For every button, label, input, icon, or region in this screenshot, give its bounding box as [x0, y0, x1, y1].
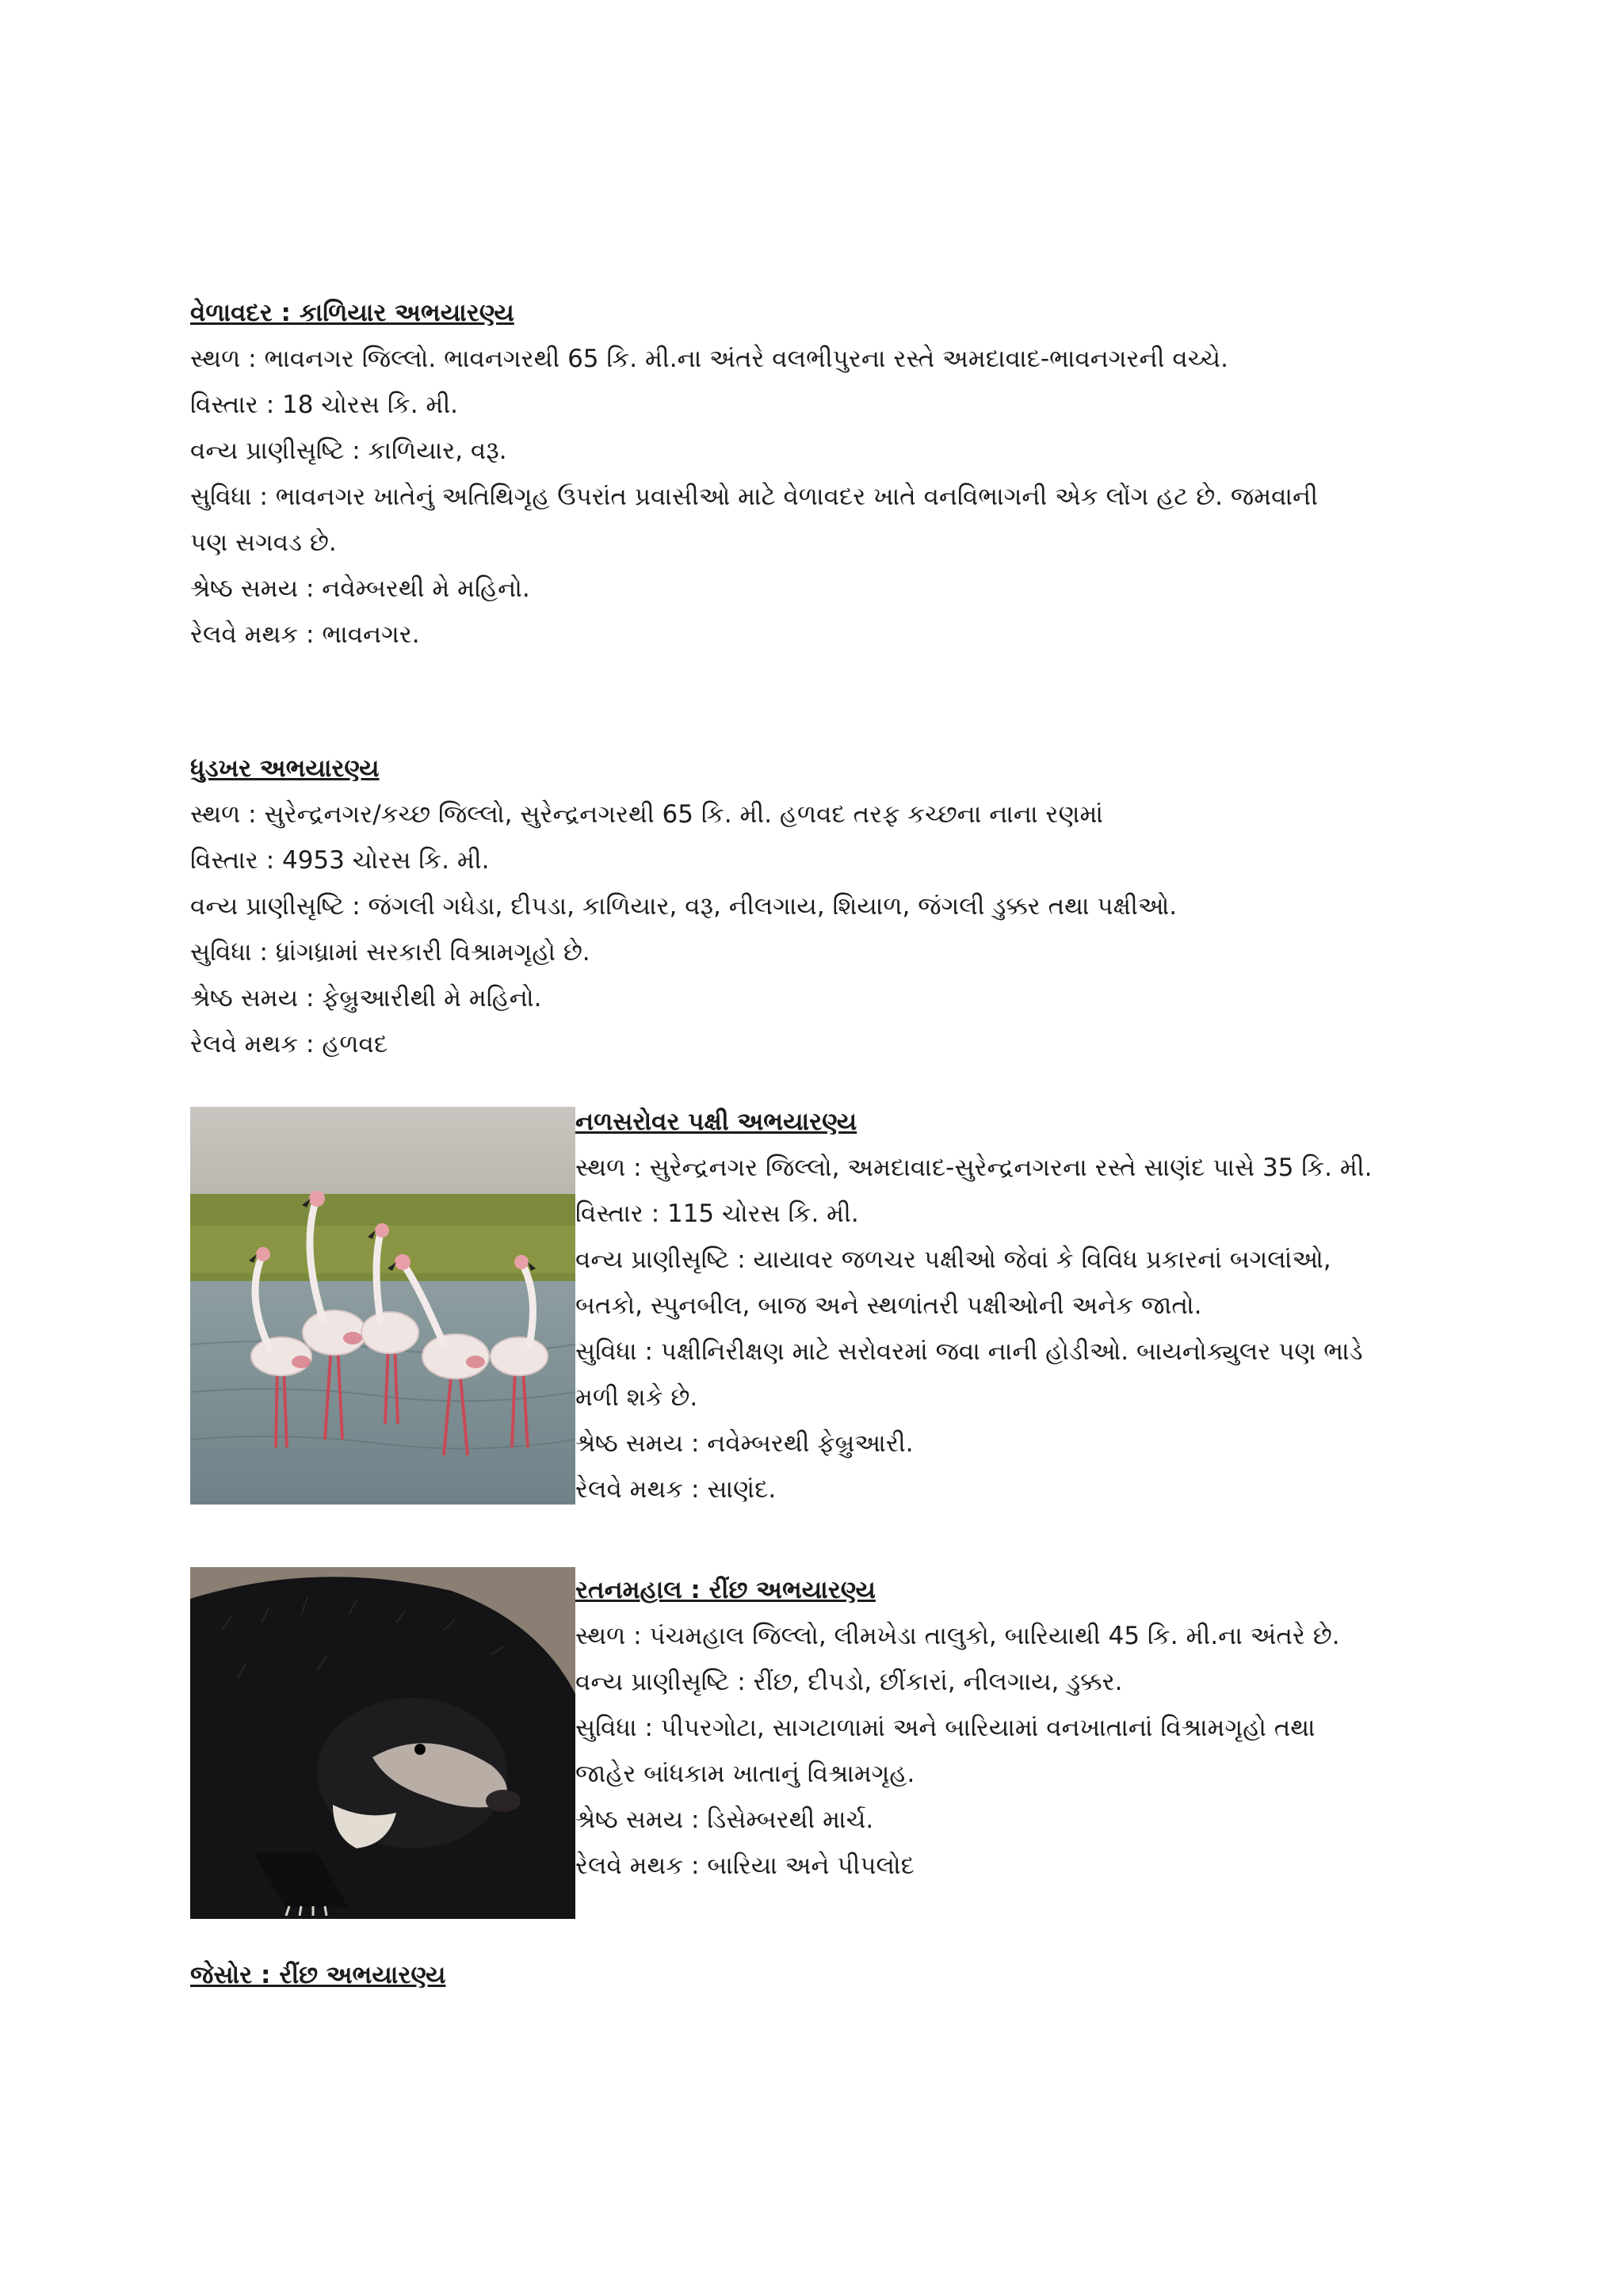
best-time-line: શ્રેષ્ઠ સમય : ફેબ્રુઆરીથી મે મહિનો.	[190, 984, 542, 1013]
section-ratanmahal	[575, 1567, 1463, 1889]
wildlife-line: વન્ય પ્રાણીસૃષ્ટિ : રીંછ, દીપડો, છીંકારાં, નીલગાય, ડુક્કર.	[575, 1668, 1123, 1696]
section-jesor	[190, 1952, 1458, 1998]
facility-line-cont: મળી શકે છે.	[575, 1383, 698, 1412]
section-velavadar	[190, 290, 1458, 658]
wildlife-line: વન્ય પ્રાણીસૃષ્ટિ : જંગલી ગધેડા, દીપડા, કાળિયાર, વરૂ, નીલગાય, શિયાળ, જંગલી ડુક્કર તથા પક્ષીઓ.	[190, 892, 1178, 921]
railway-line: રેલવે મથક : સાણંદ.	[575, 1475, 777, 1504]
location-line: સ્થળ : સુરેન્દ્રનગર/કચ્છ જિલ્લો, સુરેન્દ્રનગરથી 65 કિ. મી. હળવદ તરફ કચ્છના નાના રણમાં	[190, 800, 1103, 829]
best-time-line: શ્રેષ્ઠ સમય : નવેમ્બરથી મે મહિનો.	[190, 574, 530, 603]
facility-line-cont: જાહેર બાંધકામ ખાતાનું વિશ્રામગૃહ.	[575, 1760, 915, 1788]
facility-line-cont: પણ સગવડ છે.	[190, 528, 337, 557]
section-dhudkhar	[190, 746, 1458, 1067]
wildlife-line: વન્ય પ્રાણીસૃષ્ટિ : યાયાવર જળચર પક્ષીઓ જેવાં કે વિવિધ પ્રકારનાં બગલાંઓ,	[575, 1245, 1331, 1274]
railway-line: રેલવે મથક : ભાવનગર.	[190, 620, 420, 649]
facility-line: સુવિધા : પક્ષીનિરીક્ષણ માટે સરોવરમાં જવા નાની હોડીઓ. બાયનોક્યુલર પણ ભાડે	[575, 1337, 1363, 1366]
best-time-line: શ્રેષ્ઠ સમય : ડિસેમ્બરથી માર્ચ.	[575, 1806, 874, 1834]
facility-line: સુવિધા : ધ્રાંગધ્રામાં સરકારી વિશ્રામગૃહો છે.	[190, 938, 590, 967]
section-nalsarovar	[575, 1099, 1463, 1512]
wildlife-line-cont: બતકો, સ્પુનબીલ, બાજ અને સ્થળાંતરી પક્ષીઓની અનેક જાતો.	[575, 1291, 1202, 1320]
location-line: સ્થળ : ભાવનગર જિલ્લો. ભાવનગરથી 65 કિ. મી.ના અંતરે વલભીપુરના રસ્તે અમદાવાદ-ભાવનગરની વચ્ચે.	[190, 345, 1228, 373]
section-title: નળસરોવર પક્ષી અભયારણ્ય	[575, 1108, 857, 1136]
area-line: વિસ્તાર : 115 ચોરસ કિ. મી.	[575, 1199, 859, 1228]
bear-image	[190, 1567, 575, 1919]
location-line: સ્થળ : પંચમહાલ જિલ્લો, લીમખેડા તાલુકો, બારિયાથી 45 કિ. મી.ના અંતરે છે.	[575, 1622, 1340, 1650]
railway-line: રેલવે મથક : હળવદ	[190, 1030, 388, 1058]
facility-line: સુવિધા : પીપરગોટા, સાગટાળામાં અને બારિયામાં વનખાતાનાં વિશ્રામગૃહો તથા	[575, 1714, 1316, 1742]
section-title: ધુડખર અભયારણ્ય	[190, 754, 380, 783]
wildlife-line: વન્ય પ્રાણીસૃષ્ટિ : કાળિયાર, વરૂ.	[190, 437, 507, 465]
section-title: વેળાવદર : કાળિયાર અભયારણ્ય	[190, 299, 514, 327]
area-line: વિસ્તાર : 18 ચોરસ કિ. મી.	[190, 391, 459, 419]
section-title: રતનમહાલ : રીંછ અભયારણ્ય	[575, 1576, 876, 1604]
section-title: જેસોર : રીંછ અભયારણ્ય	[190, 1961, 446, 1989]
area-line: વિસ્તાર : 4953 ચોરસ કિ. મી.	[190, 846, 490, 875]
facility-line: સુવિધા : ભાવનગર ખાતેનું અતિથિગૃહ ઉપરાંત પ્રવાસીઓ માટે વેળાવદર ખાતે વનવિભાગની એક લોંગ હટ છે. જમવાની	[190, 482, 1318, 511]
location-line: સ્થળ : સુરેન્દ્રનગર જિલ્લો, અમદાવાદ-સુરેન્દ્રનગરના રસ્તે સાણંદ પાસે 35 કિ. મી.	[575, 1154, 1373, 1182]
flamingo-image	[190, 1107, 575, 1505]
best-time-line: શ્રેષ્ઠ સમય : નવેમ્બરથી ફેબ્રુઆરી.	[575, 1429, 914, 1458]
railway-line: રેલવે મથક : બારિયા અને પીપલોદ	[575, 1852, 915, 1880]
